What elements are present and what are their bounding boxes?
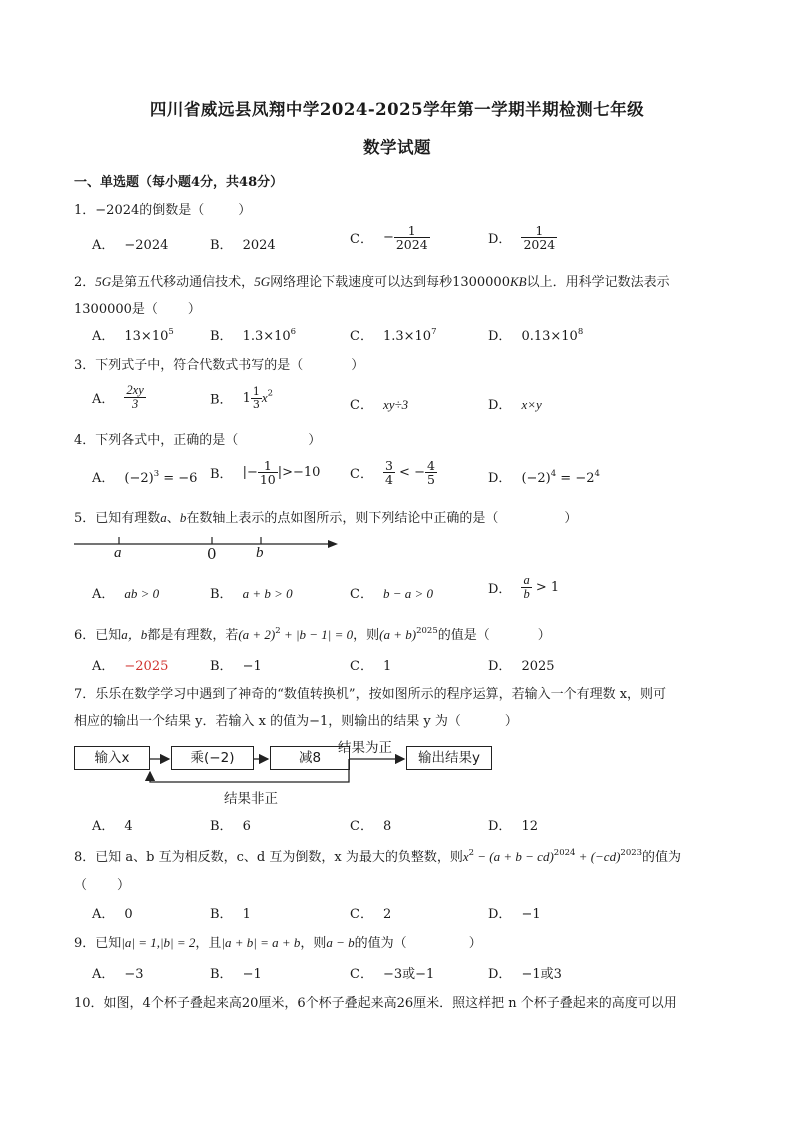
q2-option-b: B． $1.3\times 10^6$ [210,327,297,344]
question-4: 4．下列各式中，正确的是（ ） [74,433,322,448]
q2-option-c: C． $1.3\times 10^7$ [350,327,437,344]
q2-option-a: A． $13\times 10^5$ [92,327,174,344]
flow-input-box: 输入x [74,746,150,770]
q4-option-b: B． |− $\frac{1}{10}$ |>−10 [210,458,321,488]
q7-option-a: A． 4 [92,819,133,834]
question-2: 2．5G是第五代移动通信技术，5G网络理论下载速度可以达到每秒1300000KB以上．用科学记数法表示 [74,274,670,290]
question-5: 5．已知有理数a、b在数轴上表示的点如图所示，则下列结论中正确的是（ ） [74,510,578,526]
q8-option-c: C． 2 [350,907,392,922]
question-8: 8．已知 a、b 互为相反数，c、d 互为倒数，x 为最大的负整数，则$x^2 - (a + b - cd)^{2024} + (-cd)^{2023}$的值为 [74,848,682,865]
q9-option-c: C． −3或−1 [350,967,435,982]
q6-option-c: C． 1 [350,659,392,674]
q3-option-d: D． x×y [488,397,542,413]
q7-option-d: D． 12 [488,819,538,834]
q7-option-b: B． 6 [210,819,251,834]
q4-option-a: A． $(-2)^3 = -6$ [92,469,198,486]
q8-option-b: B． 1 [210,907,251,922]
q8-option-d: D． −1 [488,907,541,922]
flow-label-not-positive: 结果非正 [224,791,278,807]
q5-option-d: D． $\frac{a}{b}$ > 1 [488,573,560,602]
flow-subtract-box: 减8 [270,746,350,770]
q4-option-d: D． $(-2)^4 = -2^4$ [488,469,600,486]
page-subtitle: 数学试题 [363,138,431,157]
question-3: 3．下列式子中，符合代数式书写的是（ ） [74,358,365,373]
q1-option-a: A． −2024 [92,238,169,253]
flow-label-positive: 结果为正 [338,740,392,756]
axis-label-b: b [256,545,264,561]
flow-multiply-box: 乘(−2) [171,746,254,770]
q3-option-b: B． 1 $\frac{1}{3}$ $x^2$ [210,385,274,411]
q7-option-c: C． 8 [350,819,392,834]
q5-option-a: A． ab > 0 [92,586,160,602]
q9-option-b: B． −1 [210,967,262,982]
question-paren: ） [238,203,252,218]
q1-option-b: B． 2024 [210,238,276,253]
q8-option-a: A． 0 [92,907,133,922]
axis-label-0: 0 [207,545,217,563]
question-6: 6．已知a，b都是有理数，若$(a + 2)^2 + |b - 1| = 0$，则$(a + b)^{2025}$的值是（ ） [74,626,551,643]
q9-option-d: D． −1或3 [488,967,562,982]
q5-option-b: B． a + b > 0 [210,586,293,602]
question-2-line2: 1300000是（ ） [74,302,201,317]
question-10: 10．如图，4个杯子叠起来高20厘米，6个杯子叠起来高26厘米．照这样把 n 个杯子叠起来的高度可以用 [74,996,677,1011]
page-title: 四川省威远县凤翔中学2024-2025学年第一学期半期检测七年级 [149,100,645,119]
axis-label-a: a [114,545,122,561]
question-number: 1． [74,203,96,218]
q6-option-d: D． 2025 [488,659,555,674]
q2-option-d: D． $0.13\times 10^8$ [488,327,584,344]
flow-output-box: 输出结果y [406,746,492,770]
question-7: 7．乐乐在数学学习中遇到了神奇的“数值转换机”，按如图所示的程序运算，若输入一个有理数 x，则可 [74,687,667,702]
q4-option-c: C． $\frac{3}{4}$ < − $\frac{4}{5}$ [350,458,435,488]
question-9: 9．已知|a| = 1,|b| = 2，且|a + b| = a + b，则a − b的值为（ ） [74,935,482,951]
q6-option-b: B． −1 [210,659,262,674]
section-heading: 一、单选题（每小题4分，共48分） [74,175,284,190]
q6-option-a: A． −2025 [92,659,169,674]
question-text: −2024的倒数是（ [95,203,205,218]
question-8-line2: （ ） [74,878,131,893]
q9-option-a: A． −3 [92,967,144,982]
q3-option-c: C． xy÷3 [350,397,409,413]
q1-option-d: D． $\frac{1}{2024}$ [488,223,556,253]
question-7-line2: 相应的输出一个结果 y．若输入 x 的值为−1，则输出的结果 y 为（ ） [74,714,518,729]
q1-option-c: C． − $\frac{1}{2024}$ [350,223,428,253]
q5-option-c: C． b − a > 0 [350,586,433,602]
q3-option-a: A． $\frac{2xy}{3}$ [92,383,144,412]
